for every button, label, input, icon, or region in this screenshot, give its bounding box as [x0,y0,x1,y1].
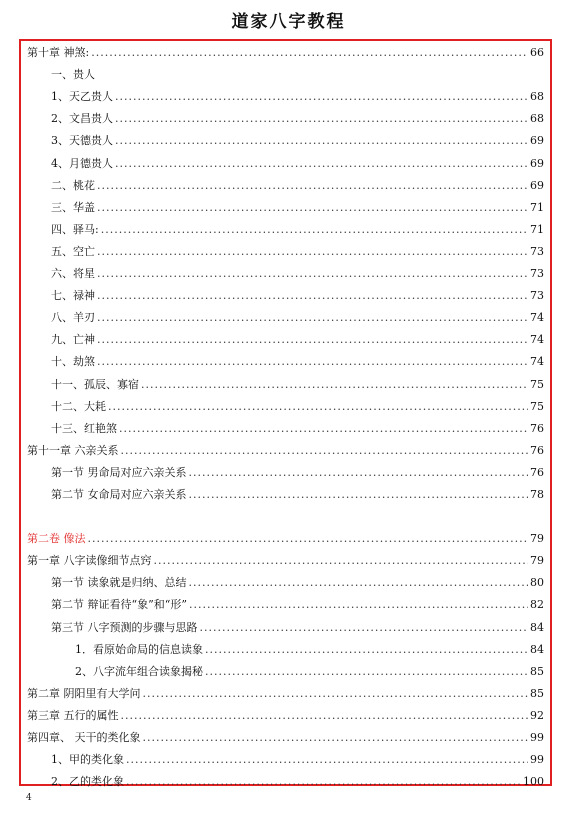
toc-entry-page: 82 [530,598,544,612]
toc-entry-title: 第三节 八字预测的步骤与思路 [51,620,198,634]
toc-entry[interactable] [51,131,544,151]
toc-entry[interactable] [75,662,544,682]
toc-leader-dots [115,87,528,107]
toc-entry-title: 第四章、 天干的类化象 [27,731,141,744]
toc-leader-dots [143,728,529,748]
toc-entry[interactable] [51,308,544,328]
toc-entry-title: 一、贵人 [51,68,95,82]
toc-entry-page: 85 [530,664,544,678]
toc-entry-page: 73 [530,267,544,280]
toc-leader-dots [205,662,528,682]
toc-entry-title: 3、天德贵人 [51,134,113,148]
toc-entry[interactable] [51,573,544,593]
toc-entry-title: 1、甲的类化象 [51,753,124,767]
toc-entry-page: 75 [530,377,544,391]
toc-leader-dots [97,330,528,350]
toc-entry-title: 第三章 五行的属性 [27,708,119,722]
toc-entry-title: 第十一章 六亲关系 [27,443,119,457]
toc-entry-title: 第二章 阴阳里有大学问 [27,686,141,700]
toc-leader-dots [200,618,529,638]
toc-entry-page: 69 [530,156,544,170]
toc-leader-dots [97,352,528,372]
toc-entry-title: 2、乙的类化象 [51,775,124,789]
toc-entry-page: 99 [530,753,544,767]
toc-entry-page: 71 [530,200,544,214]
toc-entry-page: 68 [530,90,544,104]
page-number: 4 [26,793,32,803]
toc-entry[interactable] [27,43,544,63]
toc-entry-page: 74 [530,311,544,325]
toc-entry[interactable] [51,87,544,107]
page-title: 道家八字教程 [231,12,346,32]
toc-entry-page: 79 [530,532,544,546]
toc-entry[interactable] [27,529,544,549]
toc-entry-title: 第十章 神煞: [27,46,90,59]
toc-leader-dots [101,220,528,240]
toc-entry-page: 68 [530,112,544,126]
toc-entry-title: 七、禄神 [51,289,95,303]
toc-entry-page: 66 [530,46,544,59]
toc-entry-page: 84 [530,642,544,656]
toc-leader-dots [126,750,528,770]
toc-leader-dots [97,264,528,284]
toc-entry[interactable] [75,640,544,660]
toc-entry[interactable] [51,375,544,395]
toc-entry[interactable] [51,242,544,262]
toc-entry[interactable] [51,419,544,439]
toc-entry[interactable] [51,176,544,196]
toc-entry-title: 九、亡神 [51,333,95,347]
toc-entry[interactable] [51,352,544,372]
toc-entry[interactable] [51,154,544,174]
toc-entry-page: 74 [530,355,544,369]
toc-entry[interactable] [51,198,544,218]
toc-leader-dots [97,308,528,328]
toc-leader-dots [121,706,529,726]
toc-entry[interactable] [51,330,544,350]
toc-entry[interactable] [51,220,544,240]
toc-entry-title: 四、驿马: [51,222,99,236]
toc-entry-title: 三、华盖 [51,200,95,214]
toc-leader-dots [189,595,528,615]
toc-entry-page: 74 [530,333,544,347]
toc-entry[interactable] [51,618,544,638]
toc-entry-title: 十一、孤辰、寡宿 [51,377,139,391]
toc-leader-dots [126,772,521,792]
toc-entry[interactable] [51,397,544,417]
toc-entry-title: 1．看原始命局的信息读象 [75,642,203,656]
toc-leader-dots [97,242,528,262]
toc-entry[interactable] [51,264,544,284]
toc-entry-title: 2、文昌贵人 [51,112,113,126]
toc-entry[interactable] [51,485,544,505]
toc-entry-title: 十、劫煞 [51,355,95,369]
toc-entry[interactable] [27,706,544,726]
toc-entry-title: 二、桃花 [51,178,95,192]
toc-leader-dots [88,529,529,549]
toc-entry-page: 69 [530,178,544,192]
toc-leader-dots [91,43,528,63]
toc-entry-page: 75 [530,399,544,413]
toc-leader-dots [189,573,529,593]
toc-entry[interactable] [27,684,544,704]
toc-entry-page: 73 [530,289,544,303]
toc-leader-dots [205,640,528,660]
toc-leader-dots [154,551,529,571]
toc-entry-page: 100 [523,775,544,789]
toc-entry[interactable] [51,286,544,306]
toc-entry[interactable] [51,595,544,615]
toc-entry[interactable] [51,750,544,770]
toc-entry-title: 第一节 男命局对应六亲关系 [51,465,187,479]
toc-entry-title: 十三、红艳煞 [51,421,117,435]
toc-entry-page: 99 [530,731,544,744]
toc-leader-dots [97,286,528,306]
toc-entry-title: 十二、大耗 [51,399,106,413]
table-of-contents-frame [19,39,552,789]
toc-leader-dots [115,154,528,174]
toc-entry-page: 85 [530,686,544,700]
toc-entry-page: 71 [530,222,544,236]
toc-entry-page: 69 [530,134,544,148]
toc-leader-dots [108,397,528,417]
toc-leader-dots [189,463,529,483]
toc-entry-page: 76 [530,421,544,435]
toc-leader-dots [141,375,528,395]
toc-entry-title: 4、月德贵人 [51,156,113,170]
toc-entry-page: 84 [530,620,544,634]
toc-entry-title: 第二节 辩证看待“象”和“形” [51,598,187,612]
toc-entry-page: 73 [530,244,544,258]
toc-entry-title: 1、天乙贵人 [51,90,113,104]
toc-entry[interactable] [51,109,544,129]
toc-entry-page: 78 [530,488,544,501]
toc-entry[interactable] [51,65,544,85]
toc-leader-dots [143,684,529,704]
toc-entry[interactable] [51,463,544,483]
toc-entry[interactable] [27,728,544,748]
toc-entry-title: 2、八字流年组合读象揭秘 [75,664,203,678]
toc-entry[interactable] [27,551,544,571]
toc-leader-dots [115,131,528,151]
toc-entry-title: 六、将星 [51,267,95,280]
toc-entry-title: 第一章 八字读像细节点窍 [27,554,152,568]
toc-entry-page: 76 [530,465,544,479]
toc-entry-title: 八、羊刃 [51,311,95,325]
toc-leader-dots [97,176,528,196]
toc-entry-title: 第二节 女命局对应六亲关系 [51,488,187,501]
toc-entry-page: 79 [530,554,544,568]
toc-leader-dots [121,441,529,461]
toc-entry[interactable] [27,441,544,461]
toc-entry-page: 80 [530,576,544,590]
toc-entry[interactable] [51,772,544,792]
toc-leader-dots [115,109,528,129]
toc-entry-title: 第二卷 像法 [27,532,86,546]
toc-entry-title: 五、空亡 [51,244,95,258]
toc-leader-dots [119,419,528,439]
toc-entry-title: 第一节 读象就是归纳、总结 [51,576,187,590]
toc-leader-dots [189,485,529,505]
toc-entry-page: 76 [530,443,544,457]
toc-entry-page: 92 [530,708,544,722]
toc-leader-dots [97,198,528,218]
